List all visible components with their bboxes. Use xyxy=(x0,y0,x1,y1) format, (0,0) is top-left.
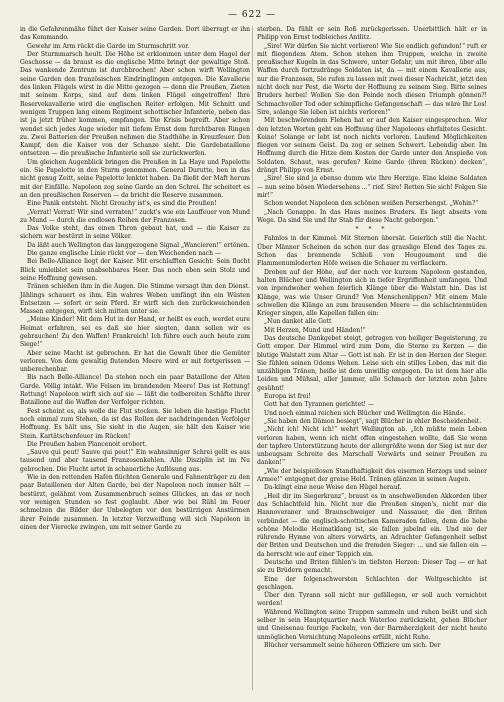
paragraph: „Meine Kinder! Mit dem Hut in der Hand, er heißt es euch, werdet eure Heimat erfahren, sei es daß sie hier siegten, dann sollen wir es gebrauchen! Zu den Waffen! Frankreich! Ich führe euch auch heute zum Siege!“ xyxy=(20,316,250,349)
paragraph: Schon wendet Napoleon den schönen weißen Perserhengst. „Wohin?“ xyxy=(264,200,479,208)
hymn-line: Mit Herzen, Mund und Händen!“ xyxy=(264,326,366,334)
paragraph: sterben. Da fühlt er sein Roß zurückgerissen. Unerbittlich hält er in Philipp von Ernst todbleiches Antlitz. xyxy=(257,26,487,42)
left-column xyxy=(20,26,250,532)
paragraph: Über den Tyrann soll nicht nur gefällegen, er soll auch vernichtet werden! xyxy=(257,592,487,608)
paragraph: „Nach Genappe. In das Haus meines Bruders. Es liegt abseits vom Wege. Da sind Sie und Ihr Stab für diese Nacht geborgen.“ xyxy=(257,208,487,224)
paragraph: Bei Belle-Alliance liegt der Kaiser. Mit erschlafften Gesicht: Sein flucht Blick umleiblet sein unabsehbares Heer. Das noch eben sein Stolz und seine Hoffnung gewesen. xyxy=(20,258,250,282)
paragraph: Die Preußen haben Plancenoit erobert. xyxy=(27,440,148,448)
paragraph: Bis nach Belle-Alliance! Da stehen noch ein paar Bataillone der Alten Garde. Völlig intakt. Wie Felsen im brandenden Meere! Das ist Rettung! Rettung! Napoleon wirft sich auf sie — läßt die todbereiten Schäfte ihrer Bataillone auf die Waffen der Verfolger richten. xyxy=(20,374,250,407)
column-divider xyxy=(252,26,253,690)
paragraph: Aber seine Macht ist gebrochen. Er hat die Gewalt über die Gemüter verloren. Von dem gewaltig flutenden Meere wird er mit fortgerissen — unberechenbar. xyxy=(20,349,250,374)
paragraph: Und noch einmal reichen sich Blücher und Wellington die Hände. xyxy=(264,409,466,417)
paragraph: Fest scheint es, als wolle die Flut stocken. Sie leben die hastige Flucht noch einmal zum Stehen, da ist das Rollen der nachdringenden Verfolger Hoffnung. Es hält uns, Sie sieht in die Augen, sie hält den Kaiser wie Stein. Kartätschenfeuer im Rücken! xyxy=(20,407,250,440)
paragraph: Wie in den rettenden Hafen flüchten Generale und Fahnenträger zu den paar Bataillonen der Alten Garde, bei der Napoleon noch immer hält — bestürzt, gelähmt vom Zusammenbruch seines Glückes, an das er noch vor wenigen Stunden so fest geglaubt. Aber wie bei Rühl im Feuer schmelzen die Bilder der Unbelegten vor den bestürzigen Anstürmen ihrer Feinde zusammen. In letzter Verzweiflung will sich Napoleon in einen der Vierecke zwingen, um mit seiner Garde zu xyxy=(20,474,250,531)
paragraph: „Sire! Sie sind ja ebenso dumm wie Ihre Herzige. Eine kleine Soldaten — nun seine bösen Wiedersehens ...“ rief. Sire! Retten Sie sich! Folgen Sie mir!“ xyxy=(257,175,487,199)
paragraph: Blücher versammelt seine höheren Offiziere um sich. Der xyxy=(264,641,441,649)
paragraph: Das Volke steht, das einen Thron gebaut hat, und — die Kaiser zu sichern war bestürzt in seine Völker. xyxy=(20,225,250,241)
paragraph: Der Sturmmarsch heult. Die Höhe ist erklommen unter dem Hagel der Geschosse — da braust es die englische Mitte bringt der gewaltige Stoß. Das wankende Zentrum ist durchbrochen! Aber schon wirft Wellington seine Garden den französischen Eindringlingen entgegen. Die Kavallerie des linken Flügels wirst in die Mitte gezogen — denn die Preußen, Zieten mit seinem Korps, sind auf dem linken Flügel eingetroffen! Ihre Reservekavallerie wird die englischen Reiter erfolgen. Mit Schnitt und wenigen Truppen lang einem Regiment schottischer Infanterie, neben das ist ja jetzt früher kommen, empfangen. Die Krisis begreift. Aber schon wendet sich jedes Auge wieder mit tiefem Ernst dem furchtbaren Ringen zu. Zwei Batterien der Preußen nehmen die Stadthöhe in Kreuzfeuer. Den Kampf, den die Kaiser von der Schanze sieht. Die Gardebataillone entsetzen — die preußische Infanterie soll sie zurückwerfen. xyxy=(20,50,250,158)
paragraph: Gott hat den Tyrannen gerichtet! — xyxy=(264,401,374,409)
paragraph: Das deutsche Dankgebet steigt, getragen von heiliger Begeisterung, zu Gott empor. Der Himmel wird zum Dom, die Sterne zu Kerzen — die blutige Walstatt zum Altar — Gott ist nah. Er ist in den Herzen der Sieger. Sie fühlen seinen Odems Wehen. Leise sich ein stilles Loben, das mit die unzähligen Tränen, heiße ist dem unwillig entgegen. Da ist dem hier alle Leiden und Mühsal, aller Jammer, alle Schmach der letzten zehn Jahre gesühnt! xyxy=(257,334,487,392)
paragraph: Mit beschwörendem Flehen hat er auf den Kaiser eingesprochen. Wer den letzten Worten geht ein Hoffnung über Napoleons ehrfaltetes Gesicht. Keine! Solange er lebt ist noch nichts verloren. Laufend Möglichkeiten fliegen vor seinem Geist. Da zog er seinen Schwert. Lebendig aber. Im Hoffnung durch die Hitze dem Kosten der Garde unter den Anspieße von Soldaten. Schaut, was gerufen? Keine Garde (ihren Rücken) decken“, drängt Philipp von Ernst. xyxy=(257,117,487,175)
paragraph: Fahnlos in der Kimmel. Mit Sternen übersät. Geierlich still die Nacht. Über Männer Scheinen da schon nur das grauslige Elend des Tages zu. Schon das brennende Schloß von Hougoumont und die Flammenumloderten Höfe weisen die Schauer zu verflackern. xyxy=(257,235,487,268)
paragraph: Europa ist frei! xyxy=(264,393,311,401)
paragraph: Deutsche und Briten fühlen's im tiefsten Herzen: Dieser Tag — er hat sie zu Brüdern gemacht. xyxy=(257,559,487,575)
paragraph: „Heil dir im Siegerkranz“, braust es in anschwellenden Akkorden über das Schlachtfeld hin. Nicht nur die Preußen singen's, nicht nur die Hannoveraner und Braunschweiger und Nassauer, die den Briten verbündet — die englisch-schottischen Kameraden fallen, denn die liebe schöne Melodie Heimatklang ist, sie fallen jubelnd ein. Und nie der rührende Hymne von alters vorwärts, an Adrachter Gefangenheit selbst der Briten und Deutschen und die fremden Sieger: ... und sie fallen ein — da herrscht wie auf einer Teppich ein. xyxy=(257,492,487,558)
paragraph: Droben auf der Höhe, auf der noch vor kurzem Napoleon gestanden, halten Blücher und Wellington sich in tiefer Ergriffenheit umfangen. Und von irgendwoher wehen feierlich Klänge über die Walstatt hin. Das ist Klänge, was wie Unser Grund? Von Menschenlippen? Mit einem Male schwellen die Klänge an zum brausenden Meere — die schlachtenmüden Krieger singen, alle Kapellen fallen ein: xyxy=(257,268,487,318)
paragraph: in die Gefahrenmähe führt der Kaiser seine Garden. Dort überragt er ihn das Kommando. xyxy=(20,26,250,42)
paragraph: Eine Panik entsteht. Nicht Grouchy ist's, es sind die Preußen! xyxy=(27,200,217,208)
paragraph: „Sie haben den Dämon besiegt“, sagt Blücher in ehler Bescheidenheit. xyxy=(264,417,482,425)
paragraph: „Wie der beispiellosen Standhaftigkeit des eisernen Herzogs und seiner Armee!“ entgegnet der greise Held. Tränen glänzen in seinen Augen. xyxy=(257,467,487,484)
paragraph: Während Wellington seine Truppen sammeln und ruhen beißt und sich selber in sein Hauptquartier nach Waterloo zurückzieht, geben Blücher und Gneisenau feurige Fackeln, von der Barmherzigkeit der nicht heute unmöglichen Vernichtung Napoleons erfüllt, nicht Ruhe. xyxy=(257,608,487,641)
paragraph: Da läßt auch Wellington das langgezogene Signal „Wancieren!“ ertönen. xyxy=(27,241,250,249)
paragraph: Tränen schießen ihm in die Augen. Die Stimme versagt ihm den Dienst. Jählings schauert es ihm. Ein wahres Weben umfängt ihn ein Wüsten Entsetzen — sofort er sein Pferd. Er wirft sich den zurückweichenden Massen entgegen, wirft sich mitten unter sie. xyxy=(20,283,250,316)
paragraph: Gewehr im Arm rückt die Garde im Sturmschritt vor. xyxy=(27,42,190,50)
paragraph: „Verrat! Verrat! Wir sind verraten!“ zuckt's wie ein Lauffeuer von Mund zu Mund — durch die endlosen Reihen der Franzosen. xyxy=(20,208,250,224)
paragraph: „Sauve qui peut! Sauve qui peut!“ Ein wahnsinniger Schrei gellt es aus tausend und aber tausend Franzosenkehlen. Alle Disziplin ist im Nu gebrochen. Die Flucht artet in schauerliche Auflösung aus. xyxy=(20,449,250,473)
paragraph: „Sire! Wir dürfen Sie nicht verlieren! Wie Sie endlich gefunden!“ ruft er mit fliegendem Atem. Schon stehen ihm Truppen, welche in zweite preußischer Kugeln in das Schwere, unter Gefahr, um mit ihren, über alle Waffen durch fortzudränge Soldaten ist, da — mit einem Kavallerie aus, nur die Franzosen, Sie rufen zu lassen mit zwei dieser Nachricht, jetzt den nicht doch nur Pest, die Worte der Hoffnung zu seinem Sieg. Bitte seines Bruders herbei! Wollen Sie den Feinde noch diesen Triumph gönnen?! Schmachvoller Tod oder schimpfliche Gefangenschaft — das wäre Ihr Los! Sire, solange Sie leben ist nichts verloren!“ xyxy=(257,42,487,116)
right-column xyxy=(257,26,487,650)
paragraph: „Nicht ich! Nicht ich!“ wehrt Wellington ab. „Ich müßte mein Leben verloren haben, wenn ich nicht offen eingestehen wollte, daß Sie wenn der tapfere Unterstützung heute der allergrößte wenn der Sieg ist nur der unbeugsam Schreite des Marschall Vorwärts und seiner Preußen zu danken!“ xyxy=(257,426,487,467)
page-number: — 622 — xyxy=(228,10,276,20)
paragraph: Eine der folgenschwersten Schlachten der Weltgeschichte ist geschlagen. xyxy=(257,575,487,591)
hymn-line: „Nun danket alle Gott xyxy=(264,318,332,326)
paragraph: Da-klingt eine neue Weise den Hügel herauf. xyxy=(264,484,402,492)
paragraph: Die ganze englische Linie rückt vor — den Weichenden nach — xyxy=(27,250,222,258)
paragraph: Um gleichen Augenblick bringen die Preußen in La Haye und Papelotte ein. Sie Papelotte in den Sturm genommen. General Durutte, ben in das nicht genug Zeitt, seine Papelotte lenktet haben. Da fließt der Maft herum mit der Einfälle. Napoleon zog seine Garde an den Schrei. Ihr scheitert es an den preußischen Reserven — da bricht die Reserve zusammen. xyxy=(20,158,250,199)
section-separator: * * * xyxy=(355,226,389,234)
